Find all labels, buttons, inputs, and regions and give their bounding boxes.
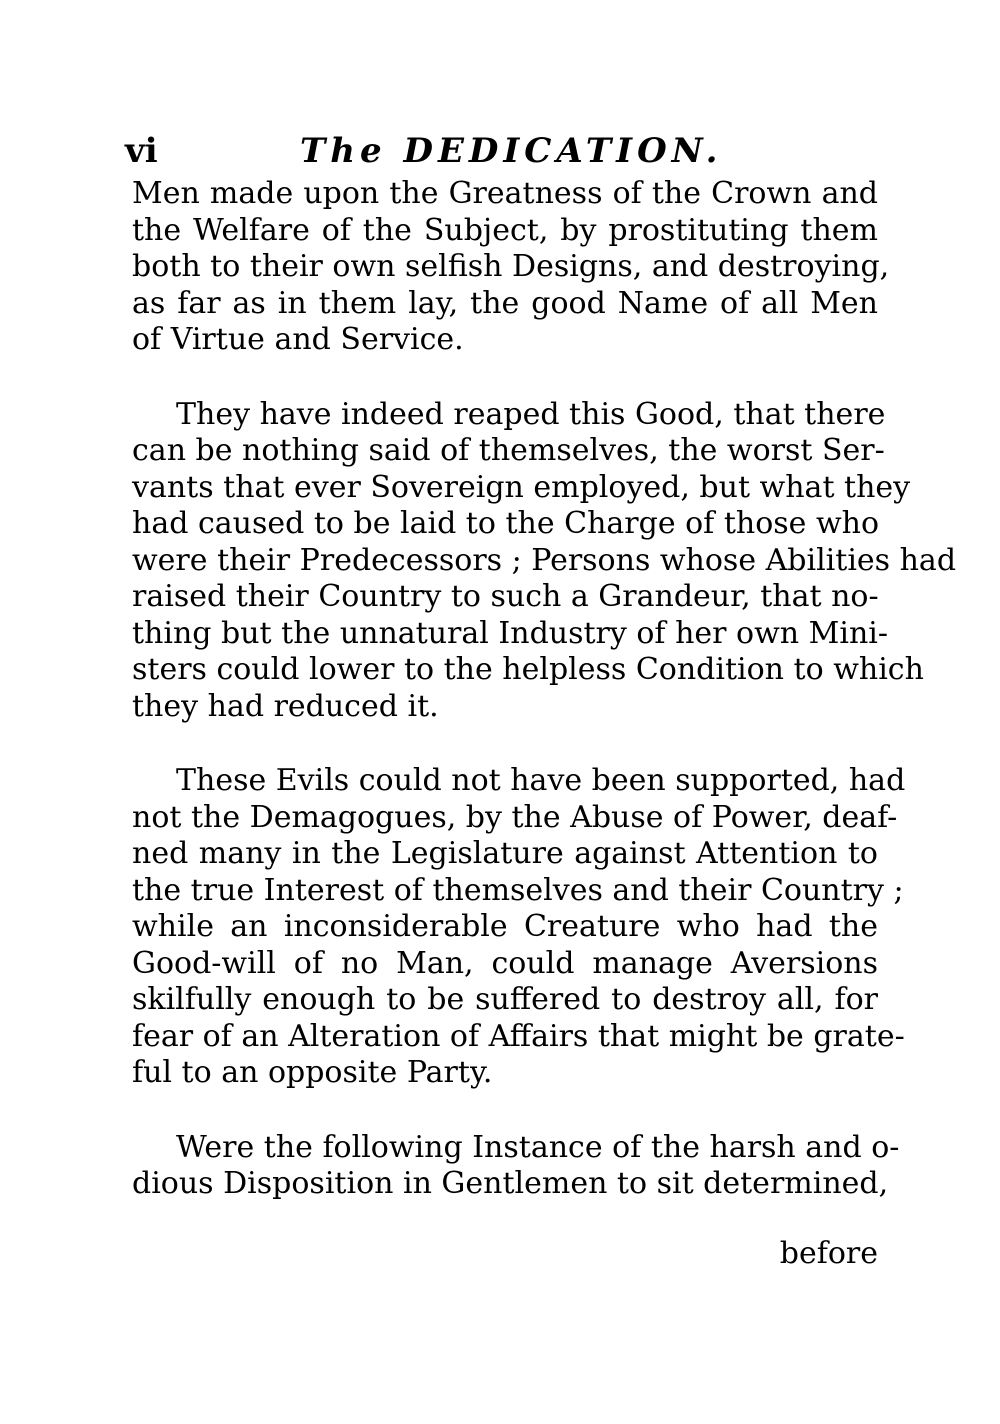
text-line: thing but the unnatural Industry of her own Mini-	[132, 615, 888, 651]
text-line: were their Predecessors ; Persons whose Abilities had	[132, 542, 957, 578]
text-line: ned many in the Legislature against Attention to	[132, 836, 878, 871]
text-line: Men made upon the Greatness of the Crown and	[132, 176, 878, 211]
paragraph-3	[132, 763, 906, 1092]
text-line: They have indeed reaped this Good, that there	[176, 396, 886, 432]
text-line: the true Interest of themselves and their Country ;	[132, 872, 904, 908]
body-text	[132, 176, 957, 1203]
text-line: skilfully enough to be suffered to destroy all, for	[132, 982, 878, 1017]
text-line: dious Disposition in Gentlemen to sit determined,	[132, 1166, 889, 1201]
text-line: as far as in them lay, the good Name of all Men	[132, 285, 878, 321]
text-line: of Virtue and Service.	[132, 322, 464, 357]
text-line: had caused to be laid to the Charge of those who	[132, 506, 880, 541]
running-head	[125, 128, 885, 174]
paragraph-1	[132, 176, 890, 359]
text-line: can be nothing said of themselves, the worst Ser-	[132, 433, 885, 468]
text-line: Good-will of no Man, could manage Aversions	[132, 945, 878, 981]
paragraph-4	[132, 1129, 900, 1203]
text-line: both to their own selfish Designs, and destroying,	[132, 249, 890, 284]
paragraph-2	[132, 396, 957, 726]
text-line: they had reduced it.	[132, 688, 439, 724]
running-title: The DEDICATION.	[300, 131, 723, 171]
text-line: vants that ever Sovereign employed, but what they	[132, 469, 911, 505]
text-line: fear of an Alteration of Affairs that might be grate-	[132, 1018, 905, 1054]
text-line: Were the following Instance of the harsh and o-	[176, 1129, 900, 1165]
text-line: ful to an opposite Party.	[132, 1055, 493, 1090]
text-line: not the Demagogues, by the Abuse of Power, deaf-	[132, 799, 898, 835]
page-number: vi	[125, 131, 158, 171]
text-line: These Evils could not have been supported, had	[176, 763, 906, 798]
text-line: while an inconsiderable Creature who had the	[132, 909, 878, 944]
text-line: the Welfare of the Subject, by prostituting them	[132, 212, 878, 248]
text-line: sters could lower to the helpless Condition to which	[132, 652, 924, 687]
text-line: raised their Country to such a Grandeur, that no-	[132, 579, 879, 614]
catchword: before	[779, 1236, 878, 1271]
